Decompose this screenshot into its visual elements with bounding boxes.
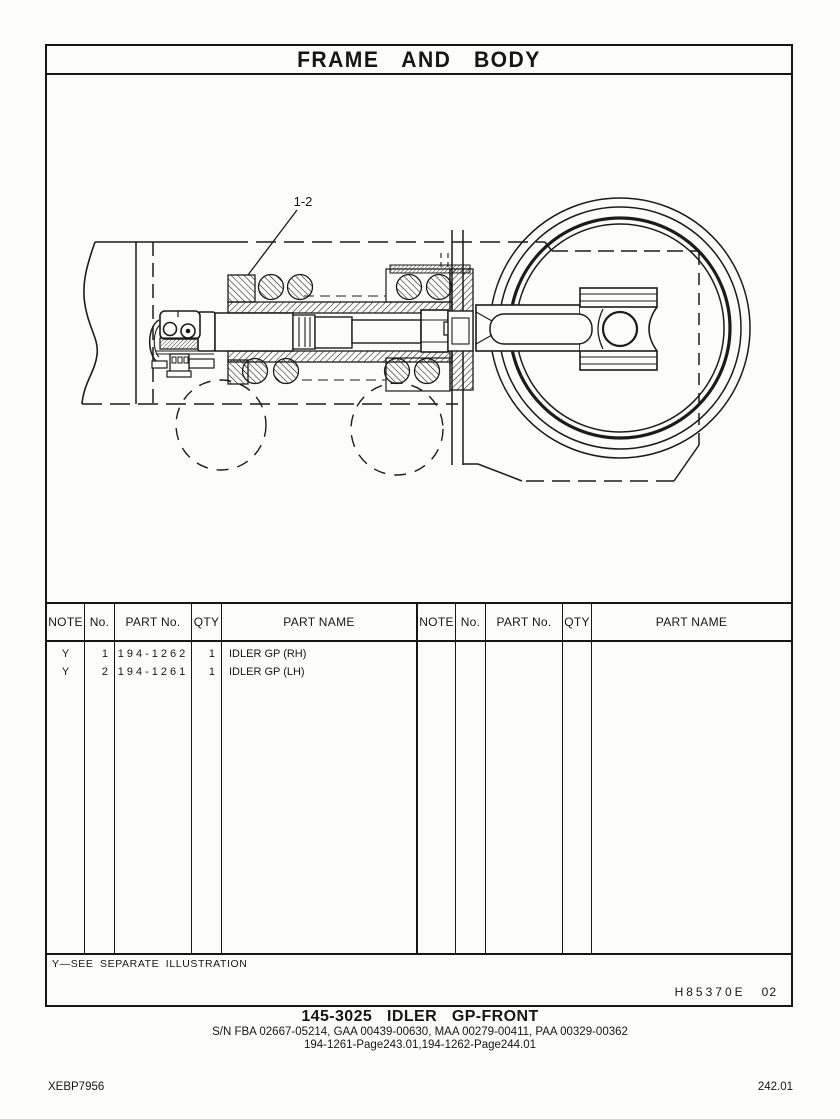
row2-partname: IDLER GP (LH)	[229, 666, 305, 678]
document-code	[675, 985, 777, 999]
header-partno-right: PART No.	[486, 604, 563, 640]
row2-qty: 1	[208, 666, 215, 678]
header-qty-left: QTY	[192, 604, 222, 640]
column-no	[85, 642, 115, 953]
table-footer-row	[47, 953, 791, 1005]
page-number: 242.01	[757, 1081, 793, 1093]
row1-qty: 1	[208, 648, 215, 660]
adjuster-rod	[198, 310, 453, 352]
parts-table-body	[47, 642, 791, 953]
row2-no: 2	[101, 666, 108, 678]
header-no-right: No.	[456, 604, 486, 640]
column-partname-right	[592, 642, 791, 953]
header-note-right: NOTE	[418, 604, 456, 640]
media-number: XEBP7956	[48, 1081, 105, 1093]
page-title: FRAME AND BODY	[297, 46, 541, 72]
revision-number: 02	[761, 985, 777, 999]
callout-label: 1-2	[293, 194, 313, 209]
recoil-spring-assembly	[198, 265, 473, 391]
part-group-title: 145-3025 IDLER GP-FRONT	[301, 1008, 539, 1025]
header-partname-left: PART NAME	[222, 604, 418, 640]
track-roller-circles	[176, 380, 443, 475]
page-references: 194-1261-Page243.01,194-1262-Page244.01	[303, 1039, 537, 1051]
parts-table	[45, 602, 793, 1007]
separate-illustration-note: Y—SEE SEPARATE ILLUSTRATION	[52, 958, 248, 970]
idler-assembly-drawing	[45, 74, 793, 602]
title-bar	[45, 44, 793, 75]
column-partno	[115, 642, 192, 953]
column-qty-right	[563, 642, 592, 953]
header-note-left: NOTE	[47, 604, 85, 640]
row2-note: Y	[61, 666, 70, 678]
hub-bore	[603, 312, 637, 346]
column-partno-right	[486, 642, 563, 953]
row1-partno: 194-1262	[117, 648, 189, 660]
parts-table-header	[47, 604, 791, 642]
header-partname-right: PART NAME	[655, 615, 728, 629]
header-qty-right: QTY	[563, 604, 592, 640]
column-note-right	[418, 642, 456, 953]
column-partname	[222, 642, 418, 953]
serial-number-range: S/N FBA 02667-05214, GAA 00439-00630, MAA 00279-00411, PAA 00329-00362	[212, 1026, 628, 1038]
row2-partno: 194-1261	[117, 666, 189, 678]
column-qty	[192, 642, 222, 953]
column-note	[47, 642, 85, 953]
header-no-left: No.	[85, 604, 115, 640]
row1-no: 1	[101, 648, 108, 660]
doc-code-value: H85370E	[674, 985, 746, 999]
column-no-right	[456, 642, 486, 953]
row1-note: Y	[61, 648, 70, 660]
row1-partname: IDLER GP (RH)	[229, 648, 307, 660]
header-partno-left: PART No.	[115, 604, 192, 640]
